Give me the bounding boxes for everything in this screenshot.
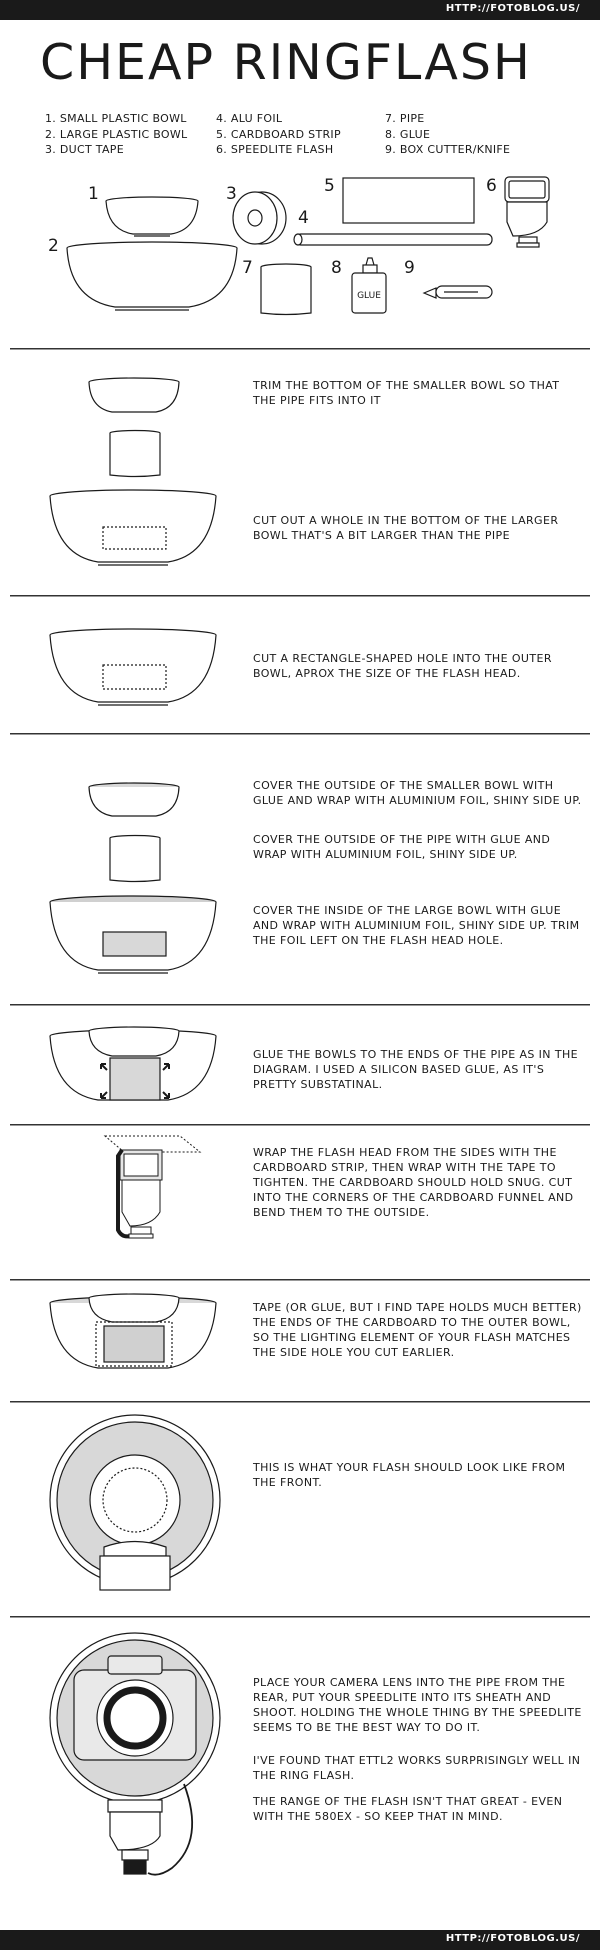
step-8-c-text: THE RANGE OF THE FLASH ISN'T THAT GREAT - EVEN WITH THE 580EX - SO KEEP THAT IN MIND.	[253, 1795, 563, 1823]
step-5-illustration	[105, 1136, 200, 1238]
step-6-text: TAPE (OR GLUE, BUT I FIND TAPE HOLDS MUCH BETTER) THE ENDS OF THE CARDBOARD TO THE OUTER BOWL, SO THE LIGHTING ELEMENT OF YOUR FLASH MATCHES THE SIDE HOLE YOU CUT EARLIER.	[253, 1301, 582, 1359]
material-item: 8. GLUE	[385, 127, 431, 141]
item-number: 1	[88, 184, 99, 204]
box-cutter-icon	[424, 286, 492, 298]
glue-label: GLUE	[357, 291, 381, 301]
material-item: 5. CARDBOARD STRIP	[216, 127, 341, 141]
step-8-a-text: PLACE YOUR CAMERA LENS INTO THE PIPE FROM THE REAR, PUT YOUR SPEEDLITE INTO ITS SHEATH AND SHOOT. HOLDING THE WHOLE THING BY THE SPEEDLITE SEEMS TO BE THE BEST WAY TO DO IT.	[253, 1676, 582, 1734]
item-number: 4	[298, 208, 309, 228]
alu-foil-icon	[294, 234, 492, 245]
material-item: 2. LARGE PLASTIC BOWL	[45, 127, 188, 141]
material-item: 1. SMALL PLASTIC BOWL	[45, 112, 187, 125]
duct-tape-icon	[233, 192, 286, 244]
footer-url[interactable]: HTTP://FOTOBLOG.US/	[445, 1933, 580, 1944]
step-6-illustration	[50, 1294, 216, 1368]
step-7-text: THIS IS WHAT YOUR FLASH SHOULD LOOK LIKE FROM THE FRONT.	[253, 1461, 566, 1489]
step-3-b-text: COVER THE OUTSIDE OF THE PIPE WITH GLUE AND WRAP WITH ALUMINIUM FOIL, SHINY SIDE UP.	[253, 833, 551, 861]
material-item: 3. DUCT TAPE	[45, 143, 124, 156]
material-item: 6. SPEEDLITE FLASH	[216, 143, 334, 156]
step-7-illustration	[50, 1415, 220, 1590]
large-bowl-icon	[67, 242, 237, 310]
item-number: 2	[48, 236, 59, 256]
step-1-illustration	[50, 378, 216, 565]
pipe-icon	[261, 264, 311, 315]
step-5-text: WRAP THE FLASH HEAD FROM THE SIDES WITH THE CARDBOARD STRIP, THEN WRAP WITH THE TAPE TO TIGHTEN. THE CARDBOARD SHOULD HOLD SNUG. CUT INTO THE CORNERS OF THE CARDBOARD FUNNEL AND BEND THEM TO THE OUTSIDE.	[253, 1146, 574, 1219]
page-title: CHEAP RINGFLASH	[40, 34, 532, 91]
step-4-illustration	[50, 1027, 216, 1100]
step-1-top-text: TRIM THE BOTTOM OF THE SMALLER BOWL SO THAT THE PIPE FITS INTO IT	[253, 379, 560, 407]
cardboard-strip-icon	[343, 178, 474, 223]
material-item: 7. PIPE	[385, 112, 425, 125]
header-url[interactable]: HTTP://FOTOBLOG.US/	[445, 3, 580, 14]
material-item: 9. BOX CUTTER/KNIFE	[385, 143, 511, 156]
item-number: 3	[226, 184, 237, 204]
item-number: 5	[324, 176, 335, 196]
item-number: 8	[331, 258, 342, 278]
small-bowl-icon	[106, 197, 198, 236]
speedlite-icon	[505, 177, 549, 247]
item-number: 6	[486, 176, 497, 196]
material-item: 4. ALU FOIL	[216, 112, 283, 125]
step-4-text: GLUE THE BOWLS TO THE ENDS OF THE PIPE AS IN THE DIAGRAM. I USED A SILICON BASED GLUE, AS IT'S PRETTY SUBSTATINAL.	[253, 1048, 578, 1091]
step-2-text: CUT A RECTANGLE-SHAPED HOLE INTO THE OUTER BOWL, APROX THE SIZE OF THE FLASH HEAD.	[253, 652, 552, 680]
glue-bottle-icon	[352, 258, 386, 313]
step-3-illustration	[50, 783, 216, 973]
step-3-a-text: COVER THE OUTSIDE OF THE SMALLER BOWL WITH GLUE AND WRAP WITH ALUMINIUM FOIL, SHINY SIDE UP.	[253, 779, 582, 807]
step-1-bottom-text: CUT OUT A WHOLE IN THE BOTTOM OF THE LARGER BOWL THAT'S A BIT LARGER THAN THE PIPE	[253, 514, 559, 542]
step-8-illustration	[50, 1633, 220, 1875]
item-number: 7	[242, 258, 253, 278]
step-3-c-text: COVER THE INSIDE OF THE LARGE BOWL WITH GLUE AND WRAP WITH ALUMINIUM FOIL, SHINY SIDE UP. TRIM THE FOIL LEFT ON THE FLASH HEAD HOLE.	[253, 904, 580, 947]
step-8-b-text: I'VE FOUND THAT ETTL2 WORKS SURPRISINGLY WELL IN THE RING FLASH.	[253, 1754, 581, 1782]
step-2-illustration	[50, 629, 216, 705]
item-number: 9	[404, 258, 415, 278]
footer-bar	[0, 1930, 600, 1950]
